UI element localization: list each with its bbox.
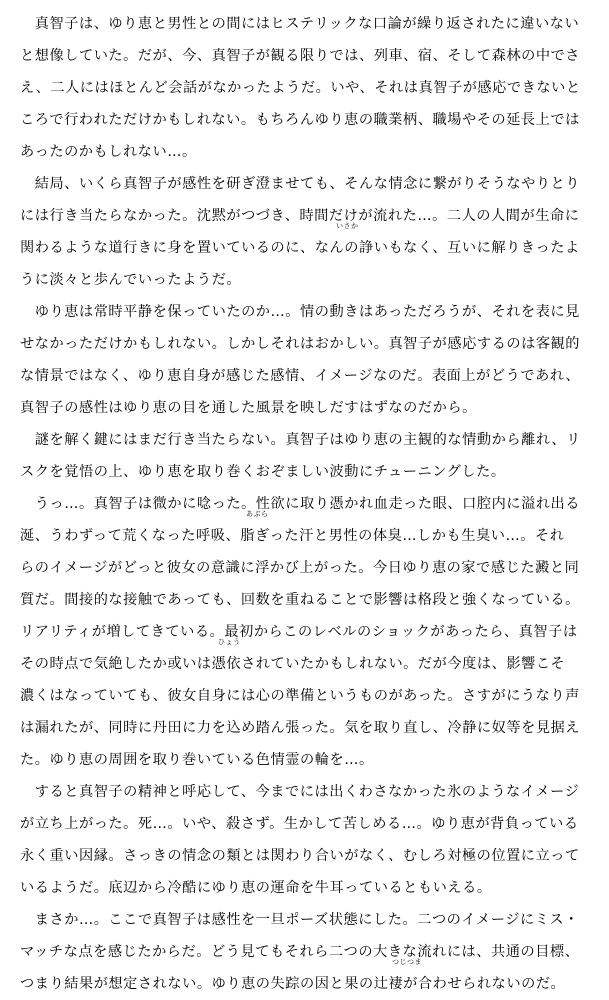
text-line: マッチな点を感じたからだ。どう見てもそれら二つの大きな流れには、共通の目標、: [20, 944, 580, 960]
text-line: 結局、いくら真智子が感性を研ぎ澄ませても、そんな情念に繋がりそうなやりとり: [20, 176, 581, 192]
text-line: 濃くはなっていても、彼女自身には心の準備というものがあった。さすがにうなり声: [20, 688, 580, 704]
text-line: 謎を解く鍵にはまだ行き当たらない。真智子はゆり恵の主観的な情動から離れ、リ: [20, 432, 581, 448]
text-line: リアリティが増してきている。最初からこのレベルのショックがあったら、真智子は: [20, 624, 578, 640]
text-line: ころで行われただけかもしれない。もちろんゆり恵の職業柄、職場やその延長上では: [20, 112, 580, 128]
text-line: せなかっただけかもしれない。しかしそれはおかしい。真智子が感応するのは客観的: [20, 336, 581, 352]
text-line: [20, 222, 595, 264]
text-line: な情景ではなく、ゆり恵自身が感じた感情、イメージなのだ。表面上がどうであれ、: [20, 368, 581, 384]
text-line: ゆり恵は常時平静を保っていたのか…。情の動きはあっただろうが、それを表に見: [20, 304, 580, 320]
line-text: 涎、うわずって荒くなった呼吸、脂ぎった汗と男性の体臭…しかも生臭い…。それ: [20, 528, 565, 544]
line-text: つまり結果が想定されない。ゆり恵の失踪の因と果の辻褄が合わせられないのだ。: [20, 976, 566, 992]
text-line: た。ゆり恵の周囲を取り巻いている色情霊の輪を…。: [20, 752, 374, 768]
text-line: 真智子の感性はゆり恵の目を通した風景を映しだすはずなのだから。: [20, 400, 477, 416]
furigana: ひょう: [218, 638, 241, 646]
text-line: うに淡々と歩んでいったようだ。: [20, 272, 242, 288]
text-line: あったのかもしれない…。: [20, 144, 197, 160]
text-line: が立ち上がった。死…。いや、殺さず。生かして苦しめる…。ゆり恵が背負っている: [20, 816, 579, 832]
line-text: その時点で気絶したか或いは憑依されていたかもしれない。だが今度は、影響こそ: [20, 656, 566, 672]
text-line: スクを覚悟の上、ゆり恵を取り巻くおぞましい波動にチューニングした。: [20, 464, 506, 480]
line-text: 関わるような道行きに身を置いているのに、なんの諍いもなく、互いに解りきったよ: [20, 240, 580, 256]
text-line: 真智子は、ゆり恵と男性との間にはヒステリックな口論が繰り返されたに違いない: [20, 16, 580, 32]
text-line: いるようだ。底辺から冷酷にゆり恵の運命を牛耳っているともいえる。: [20, 880, 492, 896]
text-line: うっ…。真智子は微かに唸った。性欲に取り憑かれ血走った眼、口腔内に溢れ出る: [20, 496, 581, 512]
furigana: いさか: [336, 222, 359, 230]
text-line: え、二人にはほとんど会話がなかったようだ。いや、それは真智子が感応できないと: [20, 80, 581, 96]
text-line: [20, 958, 595, 1000]
furigana: あぶら: [246, 510, 269, 518]
furigana: つじつま: [392, 958, 422, 966]
text-line: には行き当たらなかった。沈黙がつづき、時間だけが流れた…。二人の人間が生命に: [20, 208, 580, 224]
text-line: [20, 638, 595, 680]
text-line: すると真智子の精神と呼応して、今までには出くわさなかった氷のようなイメージ: [20, 784, 580, 800]
text-line: [20, 510, 595, 552]
text-line: らのイメージがどっと彼女の意識に浮かび上がった。今日ゆり恵の家で感じた澱と同: [20, 560, 580, 576]
text-line: まさか…。ここで真智子は感性を一旦ポーズ状態にした。二つのイメージにミス・: [20, 912, 579, 928]
text-line: 質だ。間接的な接触であっても、回数を重ねることで影響は格段と強くなっている。: [20, 592, 580, 608]
text-line: と想像していた。だが、今、真智子が観る限りでは、列車、宿、そして森林の中でさ: [20, 48, 581, 64]
body-text: [20, 8, 595, 1000]
text-line: は漏れたが、同時に丹田に力を込め踏ん張った。気を取り直し、冷静に奴等を見据え: [20, 720, 581, 736]
text-line: 永く重い因縁。さっきの情念の類とは関わり合いがなく、むしろ対極の位置に立って: [20, 848, 580, 864]
